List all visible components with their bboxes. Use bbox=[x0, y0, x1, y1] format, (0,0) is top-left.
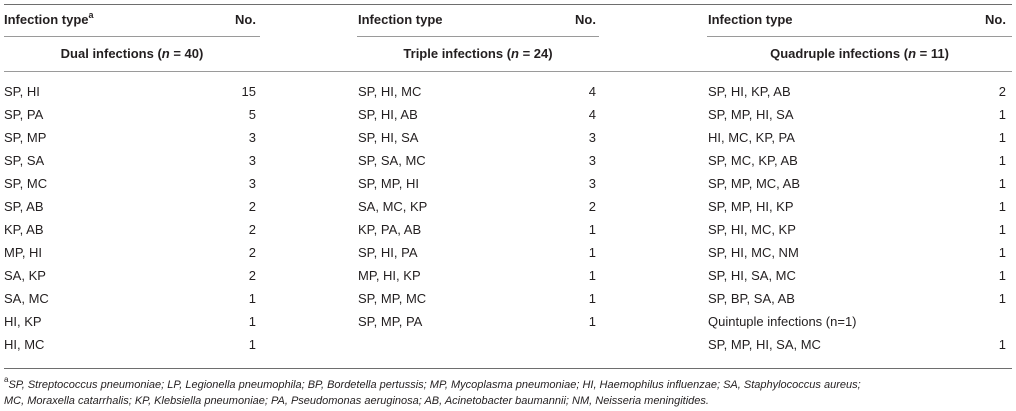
cell-infection-type: SP, MP, HI, SA, MC bbox=[708, 337, 821, 352]
cell-infection-type: SP, MP, MC, AB bbox=[708, 176, 801, 191]
cell-infection-type: KP, PA, AB bbox=[358, 222, 422, 237]
cell-count: 2 bbox=[998, 84, 1006, 99]
cell-infection-type: SP, HI, KP, AB bbox=[708, 84, 791, 99]
cell-infection-type: SP, MP bbox=[4, 130, 47, 145]
cell-count: 3 bbox=[588, 153, 596, 168]
cell-count: 1 bbox=[998, 291, 1006, 306]
cell-count: 2 bbox=[588, 199, 596, 214]
cell-count: 3 bbox=[588, 130, 596, 145]
cell-count: 1 bbox=[588, 245, 596, 260]
cell-count: 2 bbox=[248, 199, 256, 214]
cell-infection-type: SP, HI, AB bbox=[358, 107, 418, 122]
header-underline-triple bbox=[357, 36, 599, 37]
cell-count: 1 bbox=[998, 268, 1006, 283]
cell-count: 4 bbox=[588, 107, 596, 122]
cell-count: 1 bbox=[998, 199, 1006, 214]
group-title-quad: Quadruple infections (n = 11) bbox=[770, 46, 949, 61]
cell-infection-type: HI, KP bbox=[4, 314, 42, 329]
header-underline-quad bbox=[707, 36, 1012, 37]
cell-count: 3 bbox=[248, 130, 256, 145]
footnote bbox=[4, 377, 1014, 409]
cell-count: 1 bbox=[248, 314, 256, 329]
cell-count: 15 bbox=[241, 84, 256, 99]
cell-count: 1 bbox=[588, 314, 596, 329]
cell-infection-type: SP, MP, PA bbox=[358, 314, 423, 329]
cell-count: 1 bbox=[588, 291, 596, 306]
footnote-line-1: $^a$SP, Streptococcus pneumoniae; LP, Legionella pneumophila; BP, Bordetella pertussis; MP, Mycoplasma pneumoniae; HI, Haemophilus influenzae; SA, Staphylococcus aureus; bbox=[4, 375, 861, 391]
header-infection-type-quad: Infection type bbox=[708, 12, 793, 27]
cell-count: 1 bbox=[998, 130, 1006, 145]
cell-infection-type: SP, HI bbox=[4, 84, 40, 99]
cell-infection-type: SP, MP, HI, KP bbox=[708, 199, 794, 214]
cell-count: 2 bbox=[248, 245, 256, 260]
cell-infection-type: SP, HI, SA, MC bbox=[708, 268, 796, 283]
cell-infection-type: SP, PA bbox=[4, 107, 44, 122]
cell-infection-type: SA, MC bbox=[4, 291, 49, 306]
cell-infection-type: HI, MC, KP, PA bbox=[708, 130, 795, 145]
group-underline bbox=[4, 71, 1012, 72]
cell-count: 1 bbox=[998, 176, 1006, 191]
header-underline-dual bbox=[4, 36, 260, 37]
cell-infection-type: MP, HI bbox=[4, 245, 43, 260]
cell-count: 1 bbox=[248, 337, 256, 352]
cell-infection-type: SP, MP, HI bbox=[358, 176, 419, 191]
cell-count: 1 bbox=[588, 268, 596, 283]
cell-infection-type: SP, MC bbox=[4, 176, 48, 191]
group-title-dual: Dual infections (n = 40) bbox=[60, 46, 204, 61]
cell-count: 2 bbox=[248, 268, 256, 283]
cell-infection-type: SP, MP, MC bbox=[358, 291, 427, 306]
header-count-dual: No. bbox=[235, 12, 256, 27]
cell-count: 1 bbox=[998, 245, 1006, 260]
cell-infection-type: SP, HI, MC, KP bbox=[708, 222, 796, 237]
header-count-triple: No. bbox=[575, 12, 596, 27]
cell-count: 1 bbox=[998, 337, 1006, 352]
cell-infection-type: SP, HI, MC bbox=[358, 84, 422, 99]
footnote-line-2: MC, Moraxella catarrhalis; KP, Klebsiella pneumoniae; PA, Pseudomonas aeruginosa; AB, Acinetobacter baumannii; NM, Neisseria meningitides. bbox=[4, 395, 709, 407]
cell-infection-type: SP, MC, KP, AB bbox=[708, 153, 798, 168]
cell-infection-type: Quintuple infections (n=1) bbox=[708, 314, 857, 329]
cell-count: 2 bbox=[248, 222, 256, 237]
bottom-rule bbox=[4, 368, 1012, 369]
cell-count: 1 bbox=[248, 291, 256, 306]
cell-infection-type: MP, HI, KP bbox=[358, 268, 421, 283]
cell-count: 5 bbox=[248, 107, 256, 122]
cell-count: 4 bbox=[588, 84, 596, 99]
cell-infection-type: SP, SA bbox=[4, 153, 45, 168]
cell-infection-type: SP, MP, HI, SA bbox=[708, 107, 794, 122]
cell-count: 1 bbox=[998, 107, 1006, 122]
cell-count: 1 bbox=[588, 222, 596, 237]
header-infection-type-dual: Infection type$^a$ bbox=[4, 9, 94, 27]
header-infection-type-triple: Infection type bbox=[358, 12, 443, 27]
cell-count: 1 bbox=[998, 222, 1006, 237]
cell-infection-type: SP, SA, MC bbox=[358, 153, 426, 168]
cell-infection-type: SP, HI, MC, NM bbox=[708, 245, 799, 260]
cell-infection-type: SP, AB bbox=[4, 199, 44, 214]
cell-infection-type: SP, HI, SA bbox=[358, 130, 419, 145]
header-count-quad: No. bbox=[985, 12, 1006, 27]
cell-infection-type: SA, MC, KP bbox=[358, 199, 428, 214]
group-title-triple: Triple infections (n = 24) bbox=[403, 46, 553, 61]
cell-infection-type: SP, HI, PA bbox=[358, 245, 418, 260]
cell-infection-type: HI, MC bbox=[4, 337, 45, 352]
cell-count: 3 bbox=[588, 176, 596, 191]
cell-infection-type: SP, BP, SA, AB bbox=[708, 291, 795, 306]
cell-infection-type: SA, KP bbox=[4, 268, 46, 283]
cell-count: 1 bbox=[998, 153, 1006, 168]
cell-infection-type: KP, AB bbox=[4, 222, 44, 237]
cell-count: 3 bbox=[248, 153, 256, 168]
top-rule bbox=[4, 4, 1012, 5]
cell-count: 3 bbox=[248, 176, 256, 191]
